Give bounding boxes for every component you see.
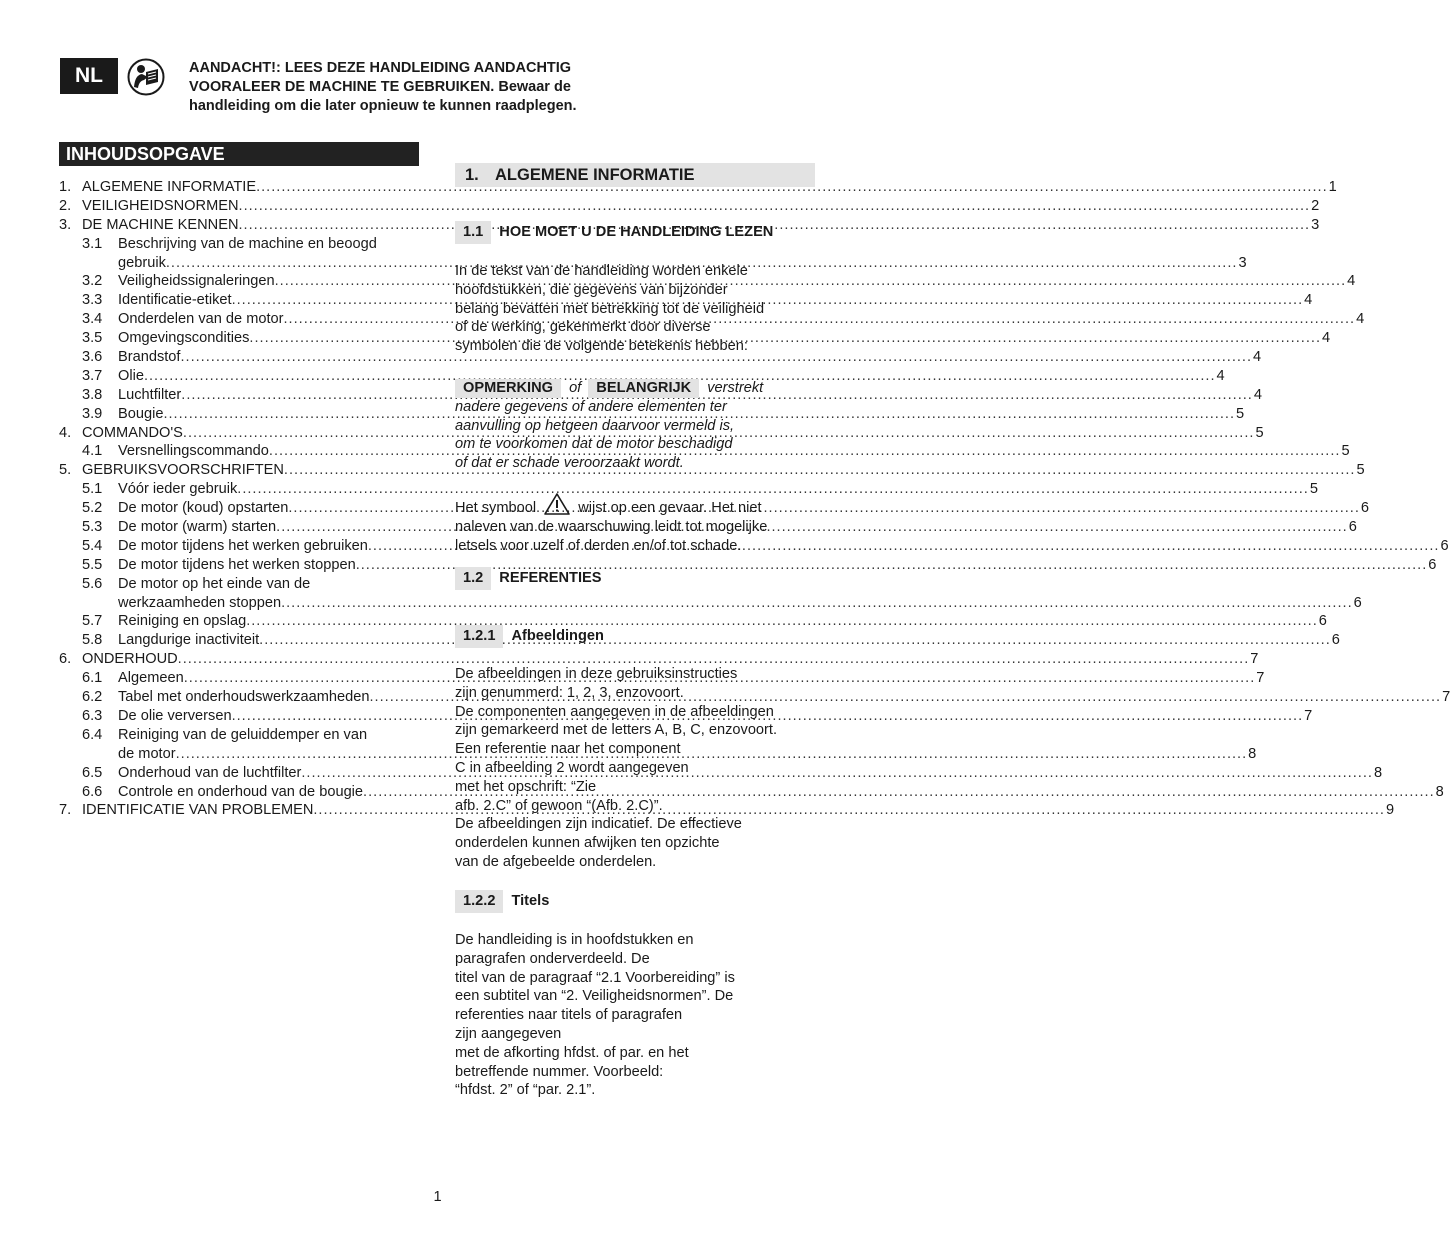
toc-entry-label: DE MACHINE KENNEN [82, 216, 239, 233]
toc-entry-page: 4 [1356, 311, 1365, 328]
warning-triangle-icon [543, 492, 571, 516]
section-title: HOE MOET U DE HANDLEIDING LEZEN [499, 224, 774, 240]
images-paragraph [455, 665, 825, 872]
toc-dot-leader [281, 594, 1353, 613]
section-title: ALGEMENE INFORMATIE [495, 166, 695, 184]
text-line: hoofdstukken, die gegevens van bijzonder [455, 281, 728, 298]
toc-entry-number: 3.3 [82, 292, 103, 309]
toc-entry-label: Onderhoud van de luchtfilter [118, 764, 302, 781]
toc-entry-page: 7 [1250, 651, 1259, 668]
text-fragment: wijst op een gevaar. Het niet [578, 500, 762, 516]
text-line: aanvulling op hetgeen daarvoor vermeld is, [455, 417, 735, 434]
toc-entry [59, 348, 1262, 367]
text-line: De afbeeldingen in deze gebruiksinstructies [455, 666, 738, 682]
section-number: 1.1 [455, 221, 491, 244]
toc-entry-label: Algemeen [118, 670, 184, 687]
toc-entry-number: 7. [59, 802, 72, 819]
toc-entry-page: 8 [1248, 745, 1257, 762]
toc-entry-label: De motor (koud) opstarten [118, 500, 289, 517]
toc-entry-page: 4 [1253, 386, 1262, 403]
toc-entry-label: De olie verversen [118, 707, 232, 724]
toc-entry-label: Brandstof [118, 349, 181, 366]
toc-entry-label: Omgevingscondities [118, 330, 250, 347]
toc-entry-page: 3 [1311, 216, 1320, 233]
section-1-1-heading [455, 221, 773, 244]
toc-entry-page: 7 [1256, 670, 1265, 687]
section-number: 1.2.1 [455, 625, 503, 648]
section-1-heading [455, 163, 815, 187]
toc-entry-number: 5.8 [82, 632, 103, 649]
toc-dot-leader [246, 612, 1318, 631]
toc-title: INHOUDSOPGAVE [59, 142, 419, 166]
text-line: naleven van de waarschuwing leidt tot mogelijke [455, 518, 768, 535]
toc-entry-page: 2 [1311, 197, 1320, 214]
toc-entry-label: Bougie [118, 405, 164, 422]
toc-dot-leader [239, 197, 1311, 216]
toc-entry-label: IDENTIFICATIE VAN PROBLEMEN [82, 802, 314, 819]
toc-entry-number: 6.3 [82, 707, 103, 724]
toc-entry-page: 5 [1309, 481, 1318, 498]
toc-entry [59, 235, 419, 254]
text-line: een subtitel van “2. Veiligheidsnormen”. De [455, 988, 734, 1005]
text-line: betreffende nummer. Voorbeeld: [455, 1063, 664, 1080]
toc-entry-number: 5. [59, 462, 72, 479]
toc-entry-label: Beschrijving van de machine en beoogd [118, 235, 377, 252]
toc-entry-number: 5.2 [82, 500, 103, 517]
toc-entry-number: 5.7 [82, 613, 103, 630]
text-line: De afbeeldingen zijn indicatief. De effectieve [455, 816, 742, 833]
text-line: symbolen die de volgende betekenis hebben: [455, 338, 748, 355]
toc-entry-label: De motor op het einde van de [118, 575, 311, 592]
toc-entry-label: Controle en onderhoud van de bougie [118, 783, 364, 800]
toc-entry-number: 6. [59, 651, 72, 668]
toc-entry-page: 4 [1253, 349, 1262, 366]
toc-entry-number: 5.4 [82, 537, 103, 554]
toc-entry-label: Reiniging van de geluiddemper en van [118, 726, 368, 743]
text-line: met de afkorting hfdst. of par. en het [455, 1044, 689, 1061]
text-line: belang bevatten met betrekking tot de veiligheid [455, 300, 765, 317]
toc-entry-label: Luchtfilter [118, 386, 182, 403]
text-fragment: Het symbool [455, 500, 537, 516]
toc-entry-label: Vóór ieder gebruik [118, 481, 238, 498]
toc-entry [59, 575, 419, 594]
toc-entry-label: De motor tijdens het werken stoppen [118, 556, 356, 573]
text-line: afb. 2.C” of gewoon “(Afb. 2.C)”. [455, 797, 663, 814]
text-line: Een referentie naar het component [455, 741, 681, 758]
toc-entry-page: 4 [1322, 330, 1331, 347]
section-number: 1.2 [455, 567, 491, 590]
toc-entry-number: 3.9 [82, 405, 103, 422]
toc-entry-page: 5 [1255, 424, 1264, 441]
text-line: letsels voor uzelf of derden en/of tot schade. [455, 537, 742, 554]
toc-entry-label: gebruik [118, 254, 166, 271]
toc-entry [59, 197, 1320, 216]
toc-entry-number: 3.4 [82, 311, 103, 328]
section-title: REFERENTIES [499, 570, 602, 586]
toc-entry-number: 3.7 [82, 367, 103, 384]
text-line: De componenten aangegeven in de afbeeldingen [455, 703, 774, 720]
toc-entry-page: 5 [1356, 462, 1365, 479]
toc-entry-page: 4 [1216, 367, 1225, 384]
text-line: zijn genummerd: 1, 2, 3, enzovoort. [455, 684, 684, 701]
toc-entry-number: 3. [59, 216, 72, 233]
toc-entry [59, 594, 1362, 613]
toc-entry [59, 650, 1259, 669]
text-line: referenties naar titels of paragrafen [455, 1007, 683, 1024]
toc-entry-number: 4. [59, 424, 72, 441]
toc-entry-page: 4 [1304, 292, 1313, 309]
toc-entry-page: 8 [1435, 783, 1444, 800]
toc-entry-number: 2. [59, 197, 72, 214]
toc-entry [59, 367, 1225, 386]
toc-entry-label: Identificatie-etiket [118, 292, 232, 309]
text-line: De handleiding is in hoofdstukken en [455, 932, 694, 948]
text-line: van de afgebeelde onderdelen. [455, 853, 657, 870]
toc-entry-number: 3.6 [82, 349, 103, 366]
toc-entry-page: 5 [1341, 443, 1350, 460]
toc-entry [59, 480, 1318, 499]
titles-paragraph [455, 931, 825, 1100]
toc-dot-leader [259, 631, 1331, 650]
toc-entry-label: Tabel met onderhoudswerkzaamheden [118, 689, 370, 706]
note-tag: OPMERKING [455, 379, 561, 398]
toc-entry-page: 6 [1353, 594, 1362, 611]
text-line: “hfdst. 2” of “par. 2.1”. [455, 1082, 596, 1099]
note-of: of [569, 380, 582, 396]
toc-entry-page: 4 [1347, 273, 1356, 290]
toc-entry-number: 6.5 [82, 764, 103, 781]
toc-entry-page: 3 [1238, 254, 1247, 271]
language-badge: NL [60, 58, 118, 94]
section-number: 1. [465, 166, 479, 184]
section-title: Afbeeldingen [511, 628, 604, 644]
text-line: C in afbeelding 2 wordt aangegeven [455, 759, 689, 776]
toc-entry-page: 5 [1236, 405, 1245, 422]
toc-entry-label: ALGEMENE INFORMATIE [82, 179, 257, 195]
toc-entry-number: 3.1 [82, 235, 103, 252]
section-1-2-heading [455, 567, 601, 590]
toc-entry-label: Versnellingscommando [118, 443, 269, 460]
toc-entry-page: 1 [1328, 179, 1337, 195]
text-line: titel van de paragraaf “2.1 Voorbereiding” is [455, 969, 735, 986]
toc-entry-page: 6 [1428, 556, 1437, 573]
toc-entry-label: werkzaamheden stoppen [118, 594, 282, 611]
toc-entry-label: Langdurige inactiviteit [118, 632, 260, 649]
read-manual-icon [127, 58, 165, 96]
toc-entry-label: GEBRUIKSVOORSCHRIFTEN [82, 462, 284, 479]
toc-entry-number: 1. [59, 179, 72, 195]
toc-entry-label: COMMANDO'S [82, 424, 183, 441]
toc-entry-page: 6 [1318, 613, 1327, 630]
toc-entry-number: 3.2 [82, 273, 103, 290]
note-first-word: verstrekt [707, 380, 764, 396]
toc-entry-number: 6.1 [82, 670, 103, 687]
page-number: 1 [433, 1189, 442, 1205]
toc-entry [59, 726, 419, 745]
toc-entry-number: 3.8 [82, 386, 103, 403]
toc-entry [59, 612, 1327, 631]
toc-entry-number: 5.3 [82, 519, 103, 536]
text-line: of dat er schade veroorzaakt wordt. [455, 455, 684, 472]
text-line: met het opschrift: “Zie [455, 778, 597, 795]
toc-entry-page: 9 [1385, 802, 1395, 819]
warning-notice [189, 59, 669, 116]
toc-entry-label: Olie [118, 367, 144, 384]
toc-entry [59, 178, 1337, 197]
section-1-2-2-heading [455, 890, 549, 913]
toc-entry-label: Reiniging en opslag [118, 613, 247, 630]
section-1-2-1-heading [455, 625, 604, 648]
toc-entry-label: de motor [118, 745, 176, 762]
text-line: of de werking, gekenmerkt door diverse [455, 319, 711, 336]
toc-entry-label: De motor (warm) starten [118, 519, 277, 536]
text-line: In de tekst van de handleiding worden enkele [455, 263, 748, 279]
warning-symbol-paragraph [455, 492, 825, 555]
section-title: Titels [511, 893, 550, 909]
toc-entry-number: 5.6 [82, 575, 103, 592]
toc-entry-number: 3.5 [82, 330, 103, 347]
reading-intro-paragraph [455, 262, 825, 356]
toc-entry [59, 556, 1437, 575]
text-line: paragrafen onderverdeeld. De [455, 950, 650, 967]
toc-entry-number: 5.1 [82, 481, 103, 498]
toc-entry-page: 6 [1331, 632, 1340, 649]
text-line: om te voorkomen dat de motor beschadigd [455, 436, 733, 453]
toc-entry-page: 7 [1304, 707, 1313, 724]
text-line: onderdelen kunnen afwijken ten opzichte [455, 835, 720, 852]
important-tag: BELANGRIJK [588, 379, 699, 398]
toc-entry-label: Onderdelen van de motor [118, 311, 284, 328]
toc-entry-label: ONDERHOUD [82, 651, 178, 668]
warning-line: AANDACHT!: LEES DEZE HANDLEIDING AANDACHTIG [189, 60, 572, 76]
toc-entry-number: 5.5 [82, 556, 103, 573]
toc-entry-label: De motor tijdens het werken gebruiken [118, 537, 368, 554]
text-line: zijn gemarkeerd met de letters A, B, C, enzovoort. [455, 722, 778, 739]
note-paragraph [455, 379, 825, 473]
toc-entry-number: 6.2 [82, 689, 103, 706]
text-line: zijn aangegeven [455, 1025, 562, 1042]
warning-line: handleiding om die later opnieuw te kunnen raadplegen. [189, 98, 577, 114]
toc-entry-page: 6 [1440, 537, 1449, 554]
toc-entry-number: 6.4 [82, 726, 103, 743]
toc-entry-label: VEILIGHEIDSNORMEN [82, 197, 239, 214]
toc-entry-page: 8 [1373, 764, 1383, 781]
warning-line: VOORALEER DE MACHINE TE GEBRUIKEN. Bewaar de [189, 79, 571, 95]
toc-entry-number: 4.1 [82, 443, 103, 460]
toc-dot-leader [239, 216, 1311, 235]
section-number: 1.2.2 [455, 890, 503, 913]
text-line: nadere gegevens of andere elementen ter [455, 398, 727, 415]
toc-entry-page: 6 [1348, 519, 1357, 536]
toc-entry-page: 7 [1442, 689, 1450, 706]
toc-entry-page: 6 [1360, 500, 1370, 517]
toc-entry-label: Veiligheidssignaleringen [118, 273, 275, 290]
toc-entry-number: 6.6 [82, 783, 103, 800]
